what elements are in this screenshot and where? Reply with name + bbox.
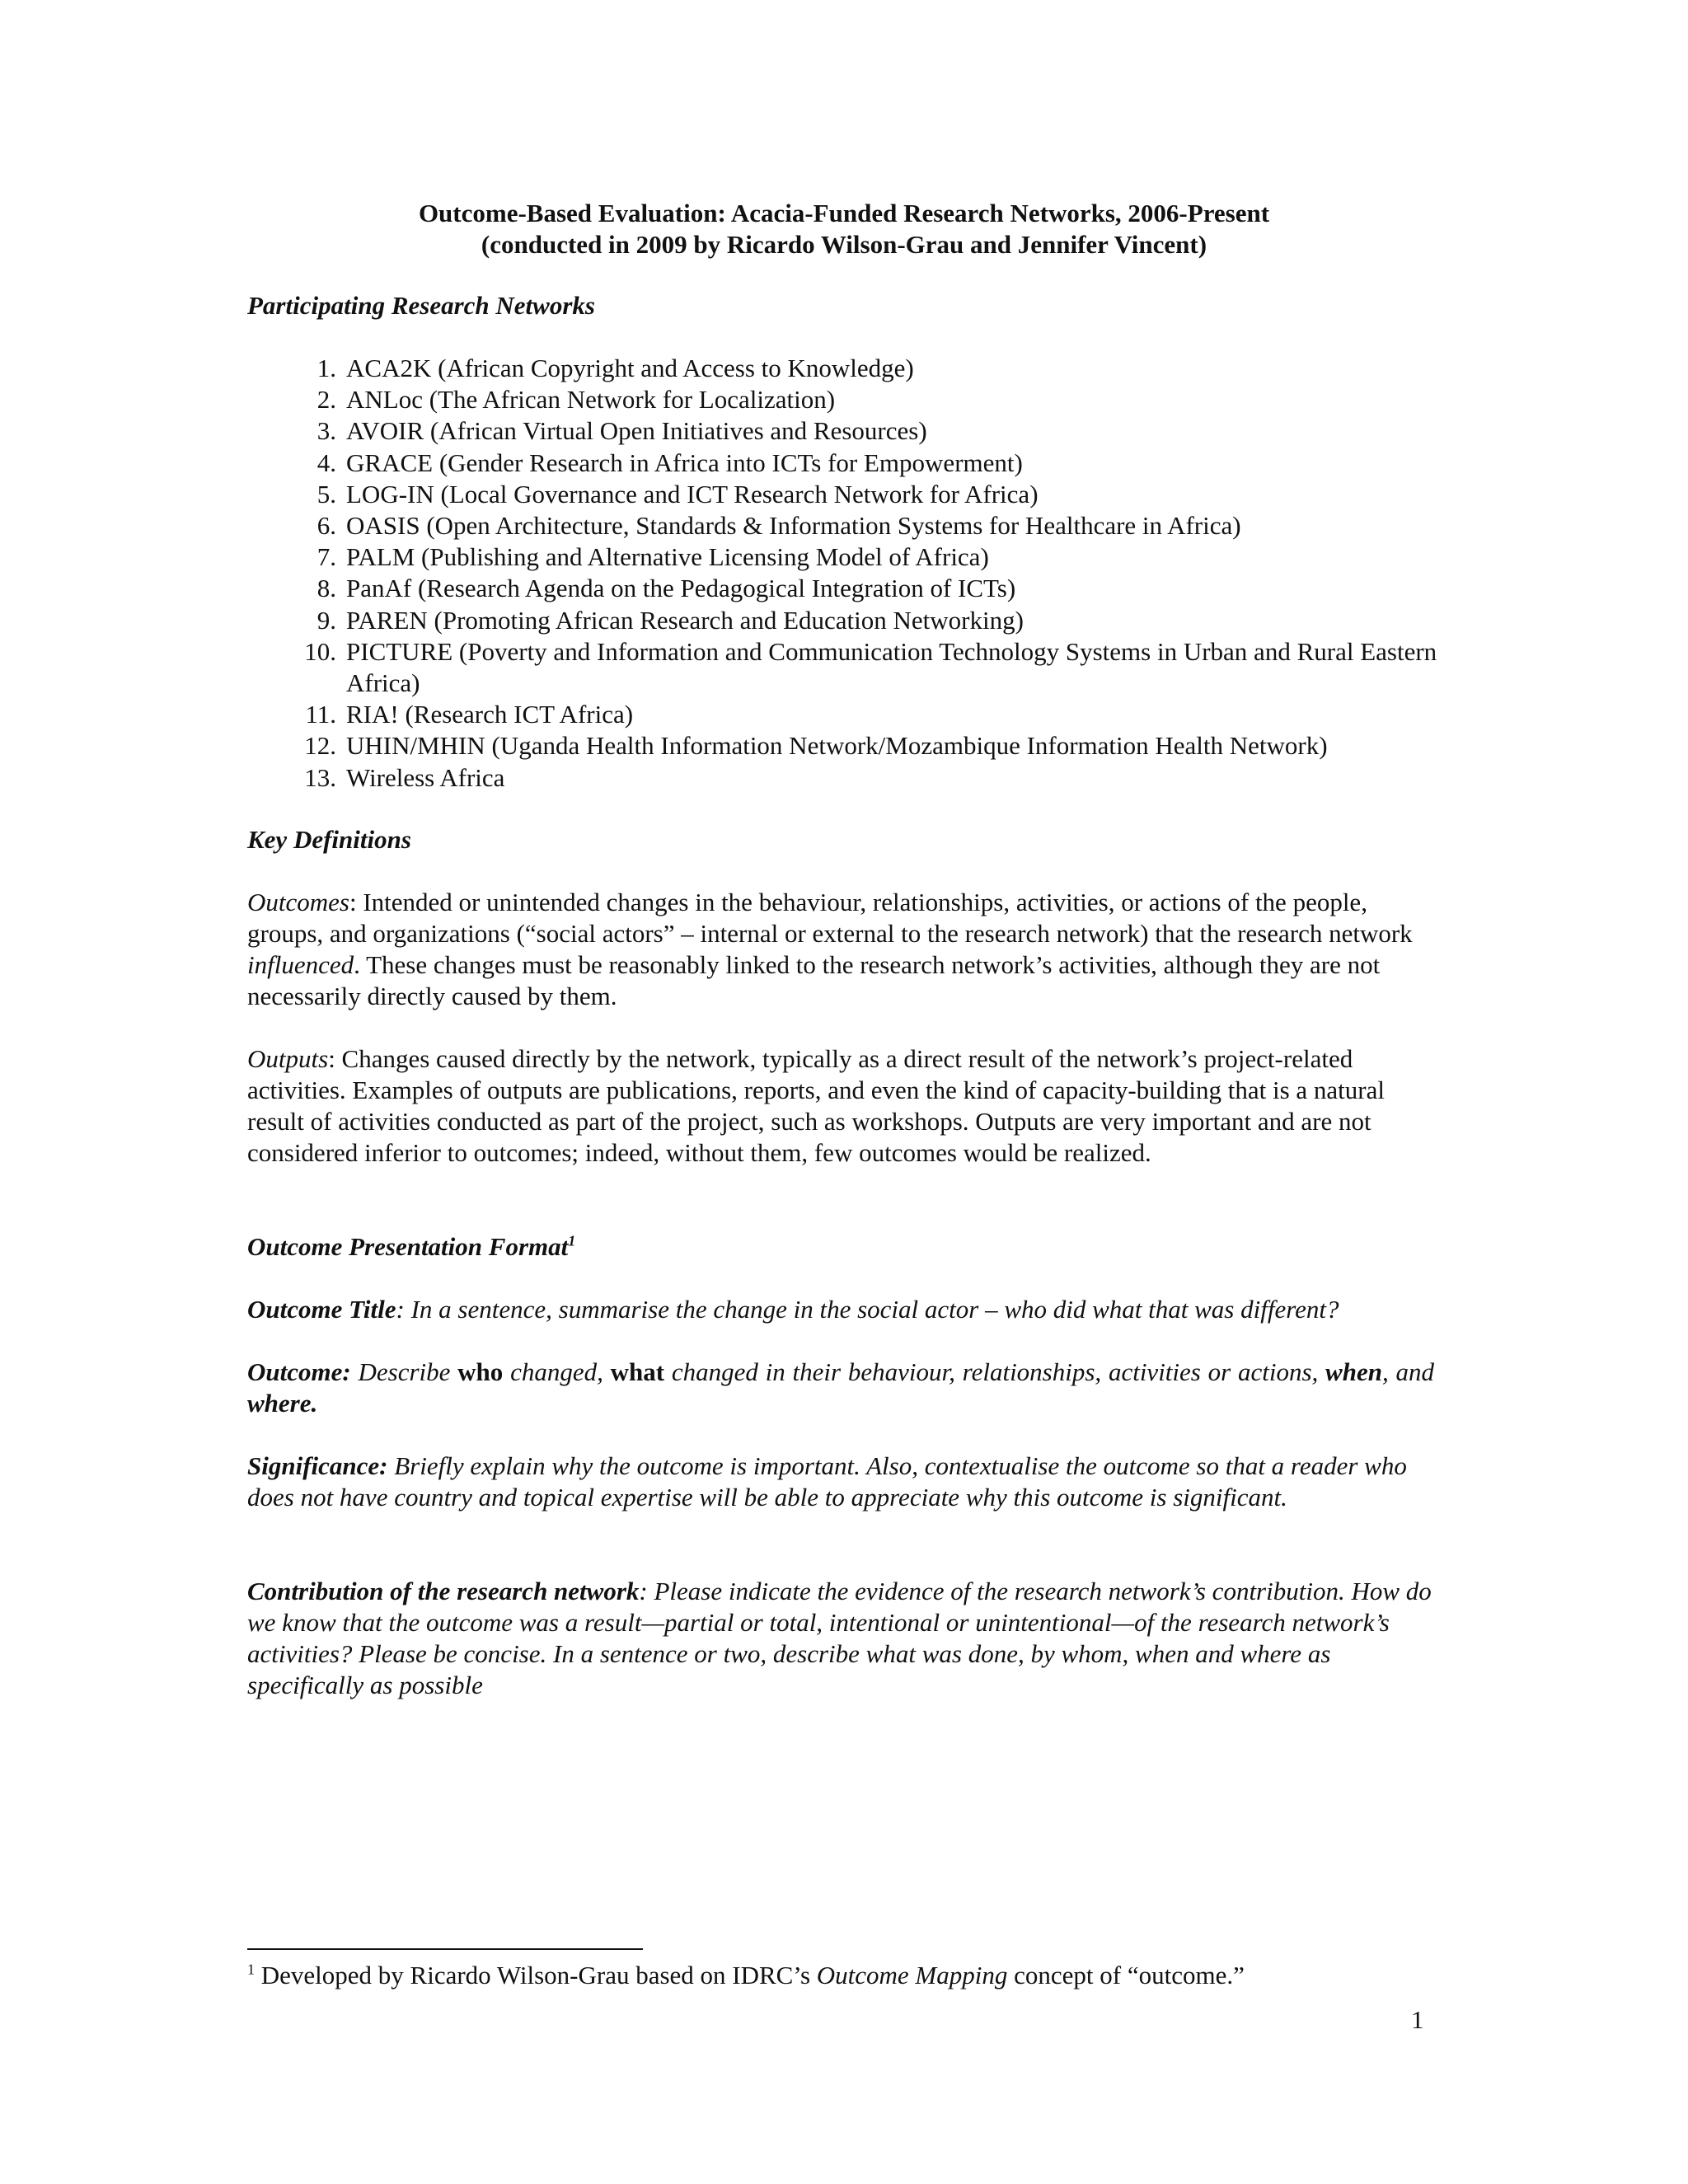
outcome-instruction: [247, 1357, 1434, 1419]
list-item-number: 10.: [304, 636, 336, 666]
list-item-text: Wireless Africa: [346, 762, 505, 792]
network-list-item: [295, 573, 1441, 604]
outcome-what: what: [610, 1357, 665, 1386]
list-item-number: 2.: [316, 385, 336, 415]
footnote-text-a: Developed by Ricardo Wilson-Grau based on IDRC’s: [255, 1961, 817, 1990]
significance-text: Briefly explain why the outcome is important. Also, contextualise the outcome so that a reader who does not have country and topical expertise will be able to appreciate why this outcome is significant.: [247, 1451, 1407, 1511]
outcome-title-instruction: [247, 1294, 1434, 1325]
outcome-text-2: changed,: [503, 1357, 611, 1386]
list-item-text: PALM (Publishing and Alternative Licensing Model of Africa): [346, 542, 989, 572]
format-heading: [247, 1231, 575, 1263]
footnote-mark: 1: [247, 1961, 255, 1978]
list-item-number: 11.: [305, 700, 336, 729]
outcome-title-text: : In a sentence, summarise the change in the social actor – who did what that was different?: [396, 1295, 1339, 1324]
footnote: [247, 1960, 1245, 1991]
outcome-text-1: Describe: [350, 1357, 458, 1386]
footnote-text-emphasis: Outcome Mapping: [816, 1961, 1008, 1990]
outcomes-term: Outcomes: [247, 888, 349, 916]
outcomes-text-b: . These changes must be reasonably linked to the research network’s activities, although they are not necessarily directly caused by them.: [247, 950, 1381, 1010]
list-item-text: PICTURE (Poverty and Information and Communication Technology Systems in Urban and Rural Eastern Africa): [346, 636, 1437, 698]
networks-list: [295, 353, 1441, 794]
document-title: [247, 198, 1441, 260]
list-item-number: 13.: [304, 762, 336, 792]
outputs-term: Outputs: [247, 1044, 329, 1073]
network-list-item: [295, 448, 1441, 479]
network-list-item: [295, 730, 1441, 762]
list-item-number: 7.: [316, 542, 336, 572]
outcomes-definition: [247, 887, 1434, 1012]
significance-instruction: [247, 1451, 1434, 1513]
format-heading-text: Outcome Presentation Format: [247, 1232, 569, 1261]
network-list-item: [295, 605, 1441, 636]
page-number: 1: [1411, 2005, 1424, 2034]
list-item-text: AVOIR (African Virtual Open Initiatives and Resources): [346, 416, 927, 446]
outputs-text: : Changes caused directly by the network, typically as a direct result of the network’s project-related activities. Examples of outputs are publications, reports, and even the kind of capacity-building that is a natural result of activities conducted as part of the project, such as workshops. Outputs are very important and are not considered inferior to outcomes; indeed, without them, few outcomes would be realized.: [247, 1044, 1385, 1167]
list-item-text: PanAf (Research Agenda on the Pedagogical Integration of ICTs): [346, 574, 1016, 603]
list-item-number: 8.: [316, 574, 336, 603]
outcome-text-4: , and: [1381, 1357, 1434, 1386]
list-item-text: UHIN/MHIN (Uganda Health Information Network/Mozambique Information Health Network): [346, 731, 1328, 761]
outcomes-text-a: : Intended or unintended changes in the behaviour, relationships, activities, or actions of the people, groups, and organizations (“social actors” – internal or external to the research network) that the research network: [247, 888, 1413, 948]
list-item-text: GRACE (Gender Research in Africa into ICTs for Empowerment): [346, 448, 1023, 477]
networks-heading: Participating Research Networks: [247, 291, 595, 320]
outcome-term: Outcome:: [247, 1357, 351, 1386]
network-list-item: [295, 479, 1441, 510]
network-list-item: [295, 762, 1441, 794]
title-line-1: Outcome-Based Evaluation: Acacia-Funded Research Networks, 2006-Present: [418, 199, 1270, 227]
contribution-term: Contribution of the research network: [247, 1577, 640, 1605]
network-list-item: [295, 541, 1441, 573]
outcome-when: when: [1325, 1357, 1382, 1386]
list-item-text: ANLoc (The African Network for Localization): [346, 385, 836, 415]
title-line-2: (conducted in 2009 by Ricardo Wilson-Grau and Jennifer Vincent): [481, 230, 1207, 259]
list-item-text: LOG-IN (Local Governance and ICT Research Network for Africa): [346, 479, 1039, 509]
outputs-definition: [247, 1043, 1434, 1169]
list-item-text: RIA! (Research ICT Africa): [346, 700, 634, 729]
footnote-divider: [247, 1948, 643, 1950]
network-list-item: [295, 353, 1441, 384]
list-item-text: OASIS (Open Architecture, Standards & Information Systems for Healthcare in Africa): [346, 511, 1241, 541]
list-item-text: PAREN (Promoting African Research and Education Networking): [346, 605, 1024, 635]
list-item-number: 6.: [316, 511, 336, 541]
outcome-where: where.: [247, 1389, 318, 1418]
list-item-text: ACA2K (African Copyright and Access to Knowledge): [346, 354, 914, 382]
outcome-who: who: [457, 1357, 504, 1386]
network-list-item: [295, 510, 1441, 541]
outcome-text-3: changed in their behaviour, relationships, activities or actions,: [664, 1357, 1326, 1386]
network-list-item: [295, 699, 1441, 730]
outcomes-text-emphasis: influenced: [247, 950, 354, 979]
footnote-text-b: concept of “outcome.”: [1007, 1961, 1245, 1990]
contribution-text: : Please indicate the evidence of the research network’s contribution. How do we know that the outcome was a result—partial or total, intentional or unintentional—of the research network’s activities? Please be concise. In a sentence or two, describe what was done, by whom, when and where as specifically as possible: [247, 1577, 1432, 1699]
contribution-instruction: [247, 1576, 1434, 1701]
footnote-reference: 1: [568, 1232, 576, 1249]
definitions-heading: Key Definitions: [247, 825, 411, 854]
network-list-item: [295, 415, 1441, 447]
list-item-number: 3.: [316, 416, 336, 446]
significance-term: Significance:: [247, 1451, 388, 1480]
list-item-number: 4.: [316, 448, 336, 477]
outcome-title-term: Outcome Title: [247, 1295, 396, 1324]
list-item-number: 1.: [316, 354, 336, 382]
list-item-number: 12.: [304, 731, 336, 761]
list-item-number: 9.: [316, 605, 336, 635]
network-list-item: [295, 636, 1441, 699]
list-item-number: 5.: [316, 479, 336, 509]
network-list-item: [295, 384, 1441, 415]
